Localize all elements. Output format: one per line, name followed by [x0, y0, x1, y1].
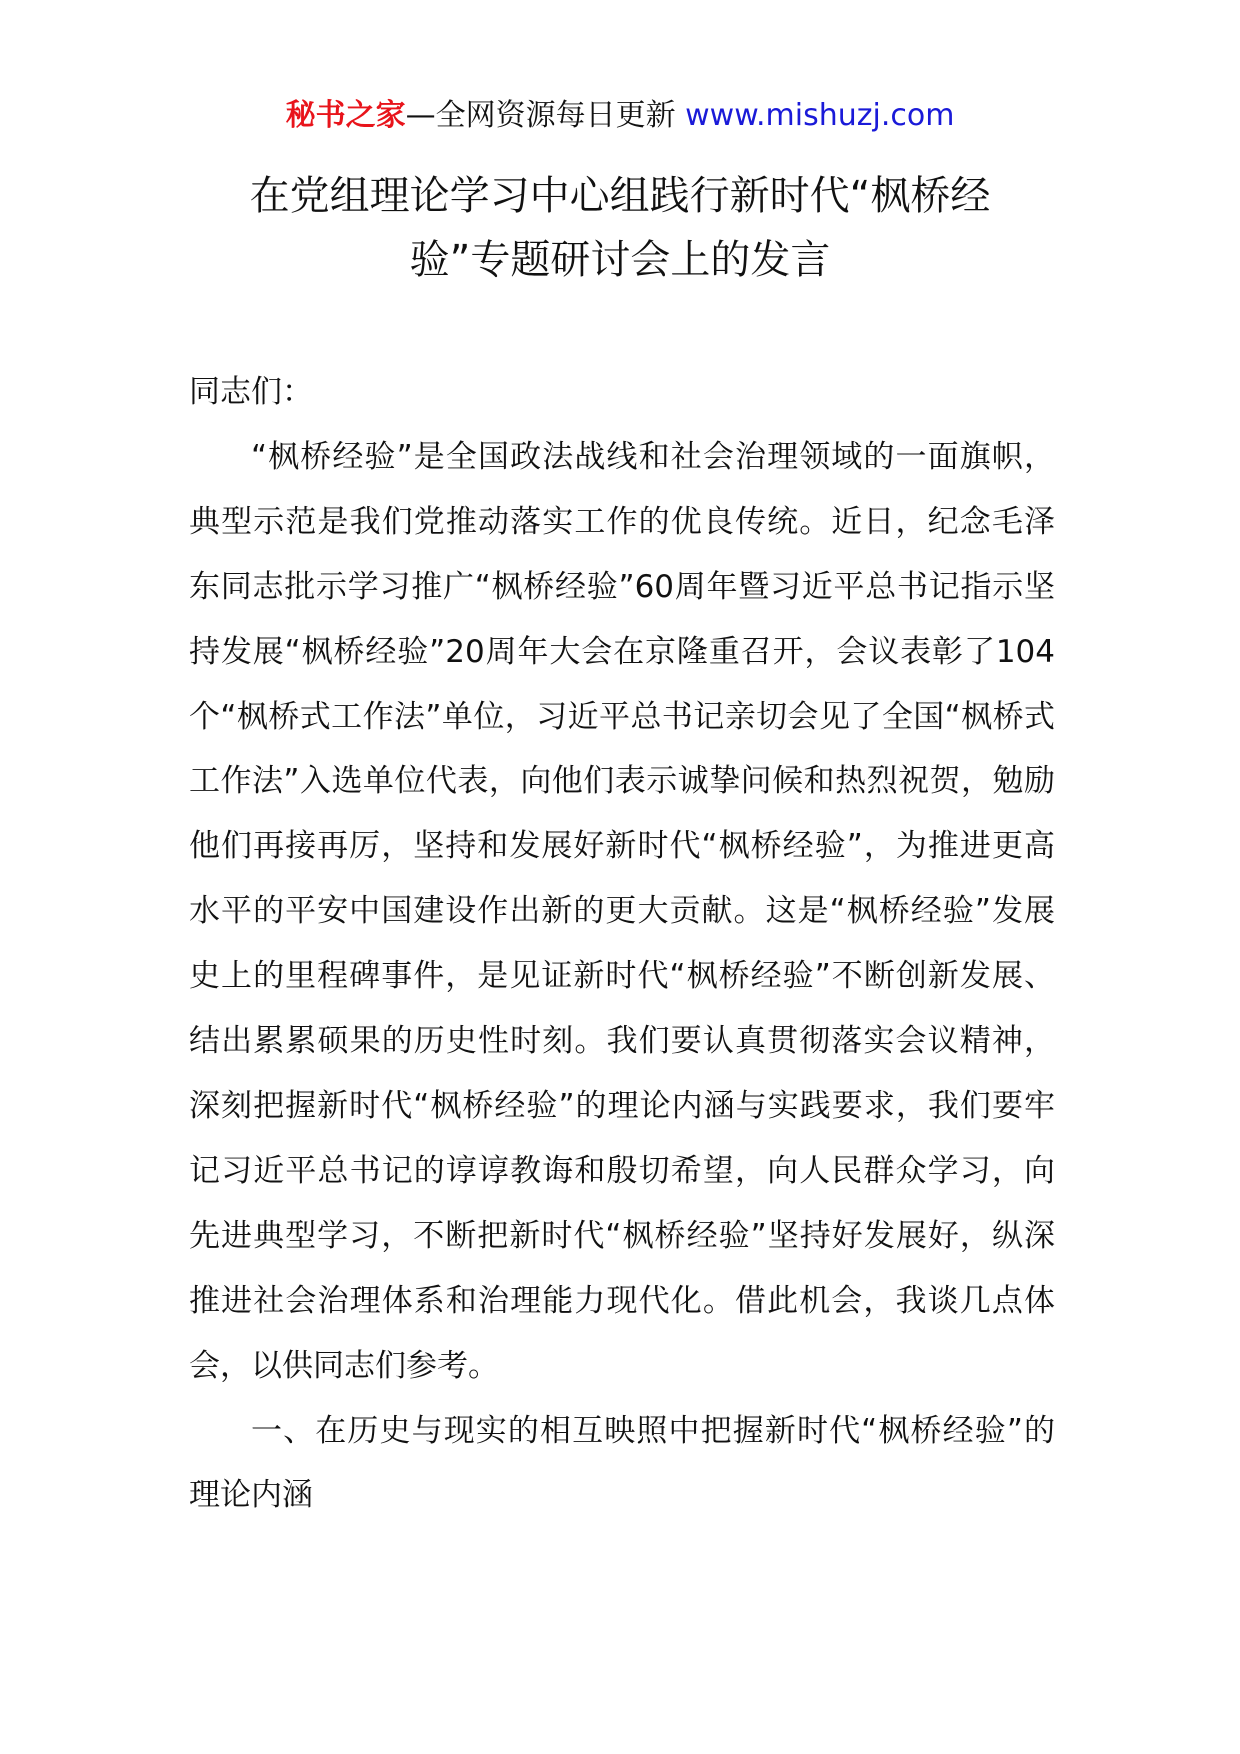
document-title-line-1: 在党组理论学习中心组践行新时代“枫桥经 — [249, 173, 991, 219]
section-heading-1: 一、在历史与现实的相互映照中把握新时代“枫桥经验”的理论内涵 — [189, 1412, 1055, 1514]
document-title — [0, 164, 1240, 292]
site-url-link[interactable]: www.mishuzj.com — [685, 98, 955, 133]
body-paragraph-1: “枫桥经验”是全国政法战线和社会治理领域的一面旗帜，典型示范是我们党推动落实工作的优良传统。近日，纪念毛泽东同志批示学习推广“枫桥经验”60周年暨习近平总书记指示坚持发展“枫桥经验”20周年大会在京隆重召开，会议表彰了104个“枫桥式工作法”单位，习近平总书记亲切会见了全国“枫桥式工作法”入选单位代表，向他们表示诚挚问候和热烈祝贺，勉励他们再接再厉，坚持和发展好新时代“枫桥经验”，为推进更高水平的平安中国建设作出新的更大贡献。这是“枫桥经验”发展史上的里程碑事件，是见证新时代“枫桥经验”不断创新发展、结出累累硕果的历史性时刻。我们要认真贯彻落实会议精神，深刻把握新时代“枫桥经验”的理论内涵与实践要求，我们要牢记习近平总书记的谆谆教诲和殷切希望，向人民群众学习，向先进典型学习，不断把新时代“枫桥经验”坚持好发展好，纵深推进社会治理体系和治理能力现代化。借此机会，我谈几点体会，以供同志们参考。 — [189, 438, 1055, 1384]
salutation: 同志们： — [189, 374, 313, 410]
document-title-line-2: 验”专题研讨会上的发言 — [409, 237, 831, 283]
document-body — [189, 360, 1055, 1528]
site-brand: 秘书之家 — [285, 98, 406, 133]
site-tagline: —全网资源每日更新 — [405, 98, 686, 133]
site-banner — [0, 96, 1240, 136]
